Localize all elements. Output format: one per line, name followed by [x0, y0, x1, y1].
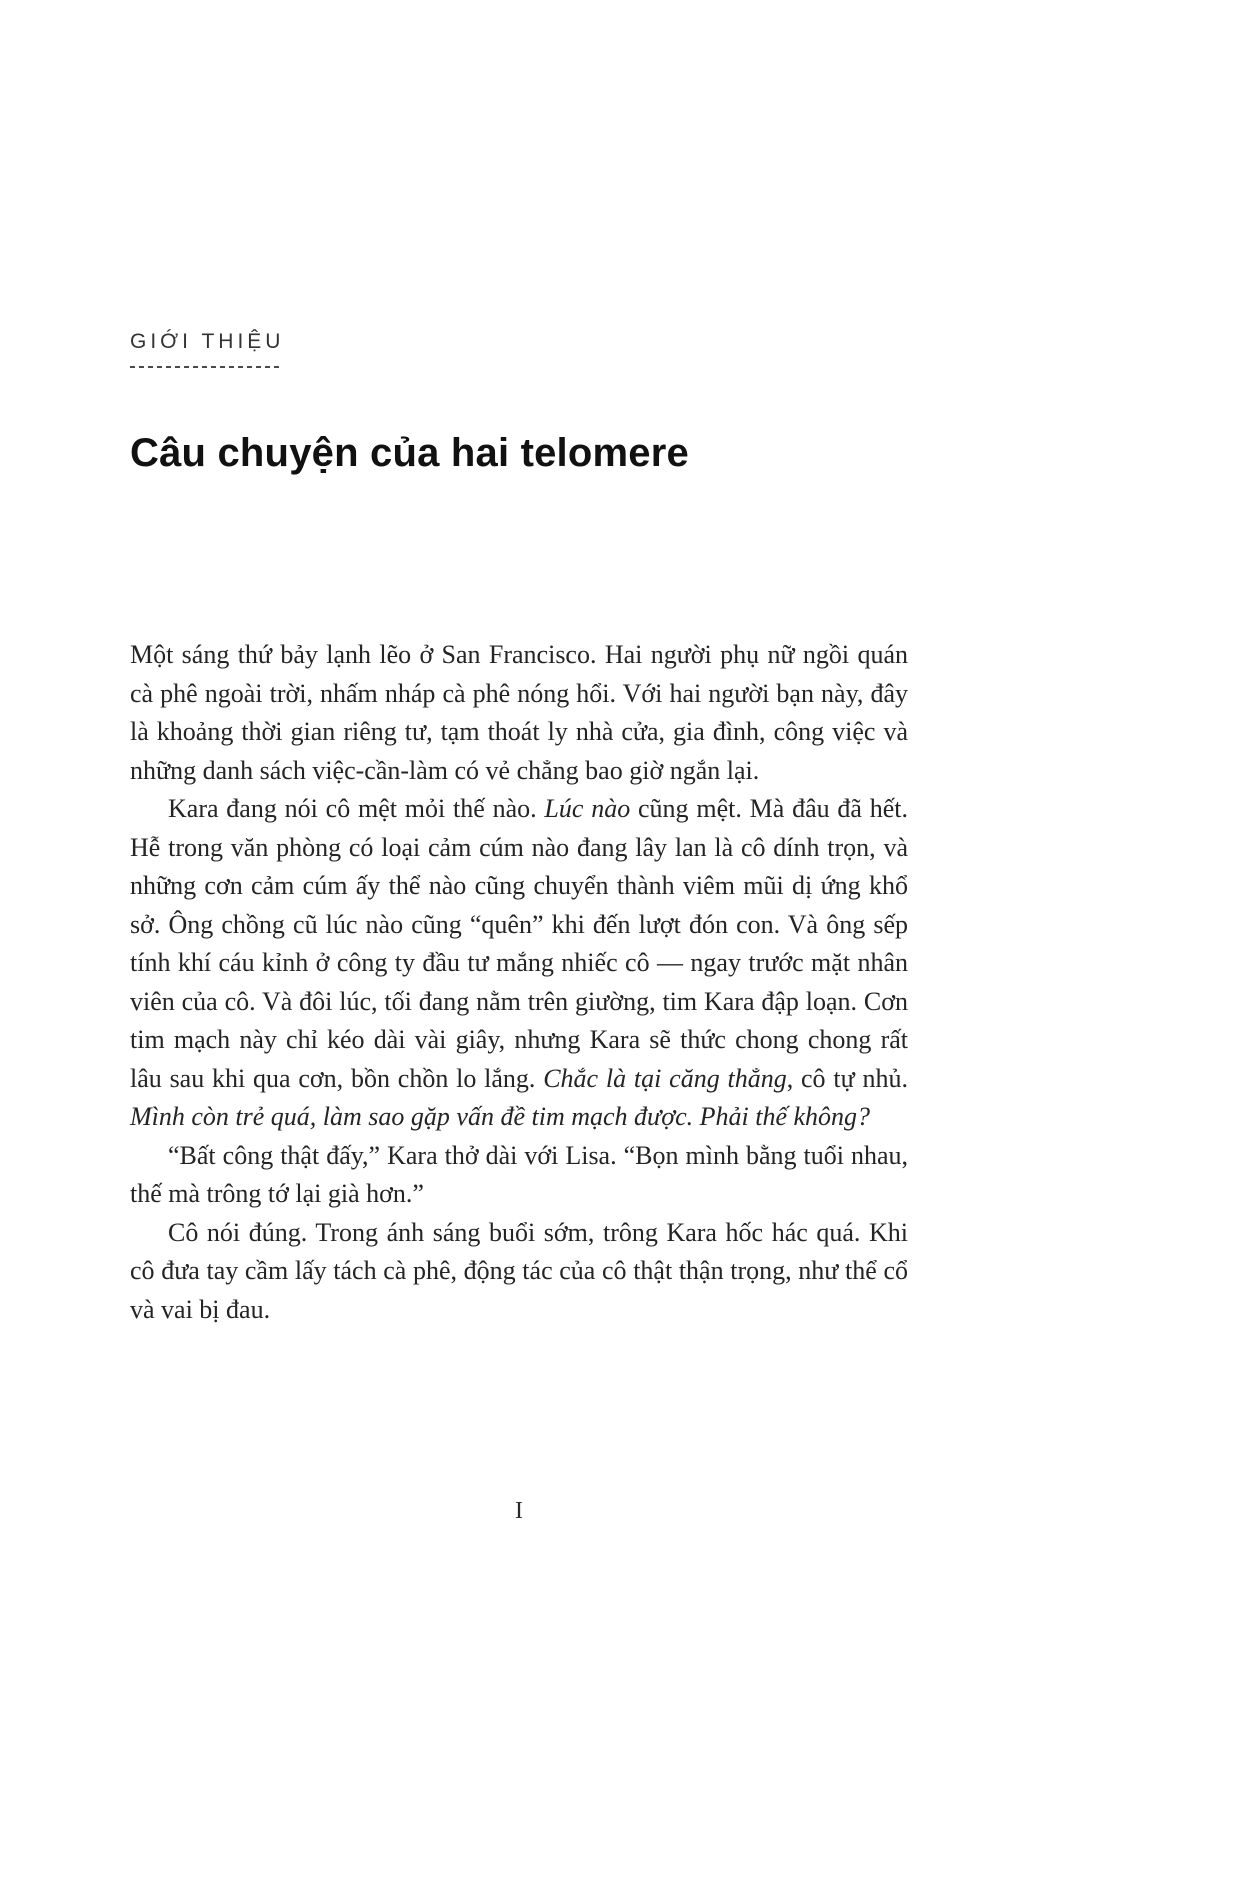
italic-run: Mình còn trẻ quá, làm sao gặp vấn đề tim mạch được. Phải thế không?	[130, 1102, 871, 1132]
body-text	[130, 636, 908, 1329]
text-run: Một sáng thứ bảy lạnh lẽo ở San Francisco. Hai người phụ nữ ngồi quán cà phê ngoài trời, nhấm nháp cà phê nóng hổi. Với hai người bạn này, đây là khoảng thời gian riêng tư, tạm thoát ly nhà cửa, gia đình, công việc và những danh sách việc-cần-làm có vẻ chẳng bao giờ ngắn lại.	[130, 640, 908, 785]
italic-run: Chắc là tại căng thẳng	[543, 1063, 787, 1093]
text-run: “Bất công thật đấy,” Kara thở dài với Lisa. “Bọn mình bằng tuổi nhau, thế mà trông tớ lại già hơn.”	[130, 1140, 908, 1209]
text-run: Kara đang nói cô mệt mỏi thế nào.	[168, 794, 545, 824]
text-run: , cô tự nhủ.	[786, 1063, 908, 1093]
chapter-title: Câu chuyện của hai telomere	[130, 431, 689, 476]
dashed-divider	[130, 366, 280, 368]
section-label: GIỚI THIỆU	[130, 330, 285, 353]
page-number: I	[515, 1498, 523, 1524]
paragraph-1	[130, 636, 908, 790]
text-column	[130, 330, 908, 1329]
text-run: cũng mệt. Mà đâu đã hết. Hễ trong văn phòng có loại cảm cúm nào đang lây lan là cô dính trọn, và những cơn cảm cúm ấy thể nào cũng chuyển thành viêm mũi dị ứng khổ sở. Ông chồng cũ lúc nào cũng “quên” khi đến lượt đón con. Và ông sếp tính khí cáu kỉnh ở công ty đầu tư mắng nhiếc cô — ngay trước mặt nhân viên của cô. Và đôi lúc, tối đang nằm trên giường, tim Kara đập loạn. Cơn tim mạch này chỉ kéo dài vài giây, nhưng Kara sẽ thức chong chong rất lâu sau khi qua cơn, bồn chồn lo lắng.	[130, 794, 909, 1093]
paragraph-3	[130, 1137, 908, 1214]
paragraph-4	[130, 1214, 908, 1330]
italic-run: Lúc nào	[544, 794, 631, 824]
paragraph-2	[130, 790, 908, 1137]
text-run: Cô nói đúng. Trong ánh sáng buổi sớm, trông Kara hốc hác quá. Khi cô đưa tay cầm lấy tách cà phê, động tác của cô thật thận trọng, như thể cổ và vai bị đau.	[130, 1217, 908, 1324]
